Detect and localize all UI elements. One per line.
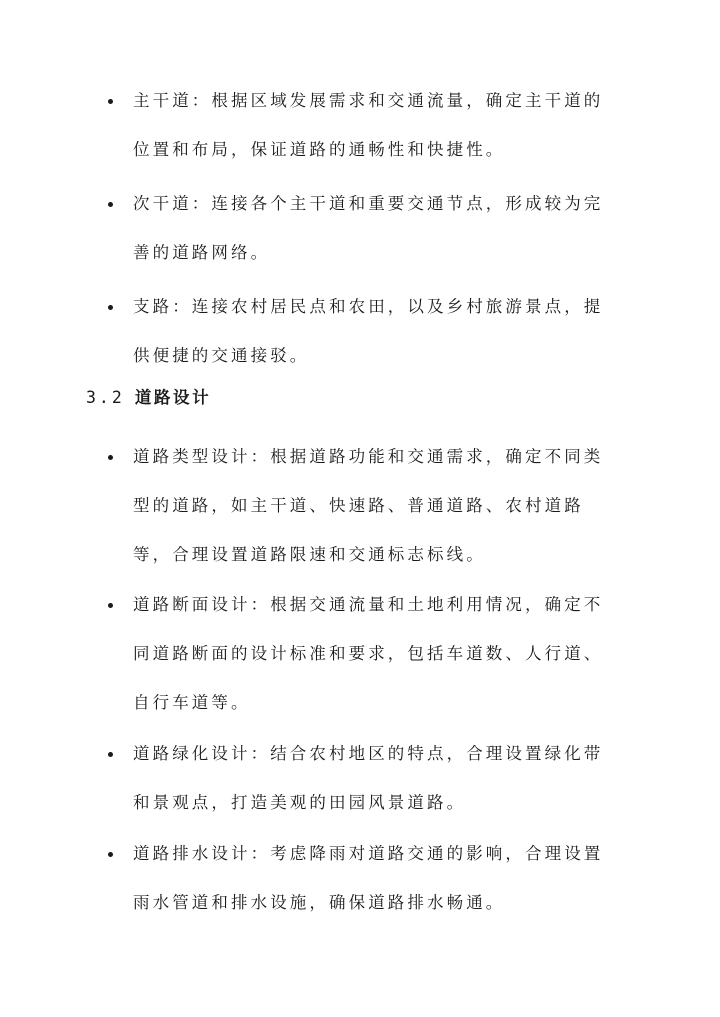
- list-item: [0, 282, 720, 380]
- bullet-icon: [108, 305, 113, 310]
- bullet-icon: [108, 455, 113, 460]
- bullet-icon: [108, 752, 113, 757]
- section-title: 道路设计: [134, 388, 212, 407]
- bullet-icon: [108, 99, 113, 104]
- list-item-text: 次干道：连接各个主干道和重要交通节点，形成较为完善的道路网络。: [133, 194, 604, 262]
- list-item-text: 道路排水设计：考虑降雨对道路交通的影响，合理设置雨水管道和排水设施，确保道路排水畅通。: [133, 844, 604, 912]
- list-item-text: 支路：连接农村居民点和农田，以及乡村旅游景点，提供便捷的交通接驳。: [133, 297, 604, 365]
- list-item: [0, 432, 720, 579]
- road-classification-list: [0, 76, 720, 380]
- list-item-text: 道路断面设计：根据交通流量和土地利用情况，确定不同道路断面的设计标准和要求，包括车道数、人行道、自行车道等。: [133, 595, 604, 712]
- list-item: [0, 76, 720, 174]
- list-item-text: 道路绿化设计：结合农村地区的特点，合理设置绿化带和景观点，打造美观的田园风景道路。: [133, 744, 604, 812]
- section-number: 3.2: [86, 388, 125, 407]
- bullet-icon: [108, 852, 113, 857]
- section-heading: [86, 382, 211, 414]
- bullet-icon: [108, 202, 113, 207]
- list-item: [0, 729, 720, 827]
- list-item: [0, 179, 720, 277]
- road-design-list: [0, 432, 720, 927]
- bullet-icon: [108, 603, 113, 608]
- list-item-text: 主干道：根据区域发展需求和交通流量，确定主干道的位置和布局，保证道路的通畅性和快捷性。: [133, 91, 604, 159]
- list-item: [0, 829, 720, 927]
- list-item: [0, 580, 720, 727]
- list-item-text: 道路类型设计：根据道路功能和交通需求，确定不同类型的道路，如主干道、快速路、普通道路、农村道路等，合理设置道路限速和交通标志标线。: [133, 447, 604, 564]
